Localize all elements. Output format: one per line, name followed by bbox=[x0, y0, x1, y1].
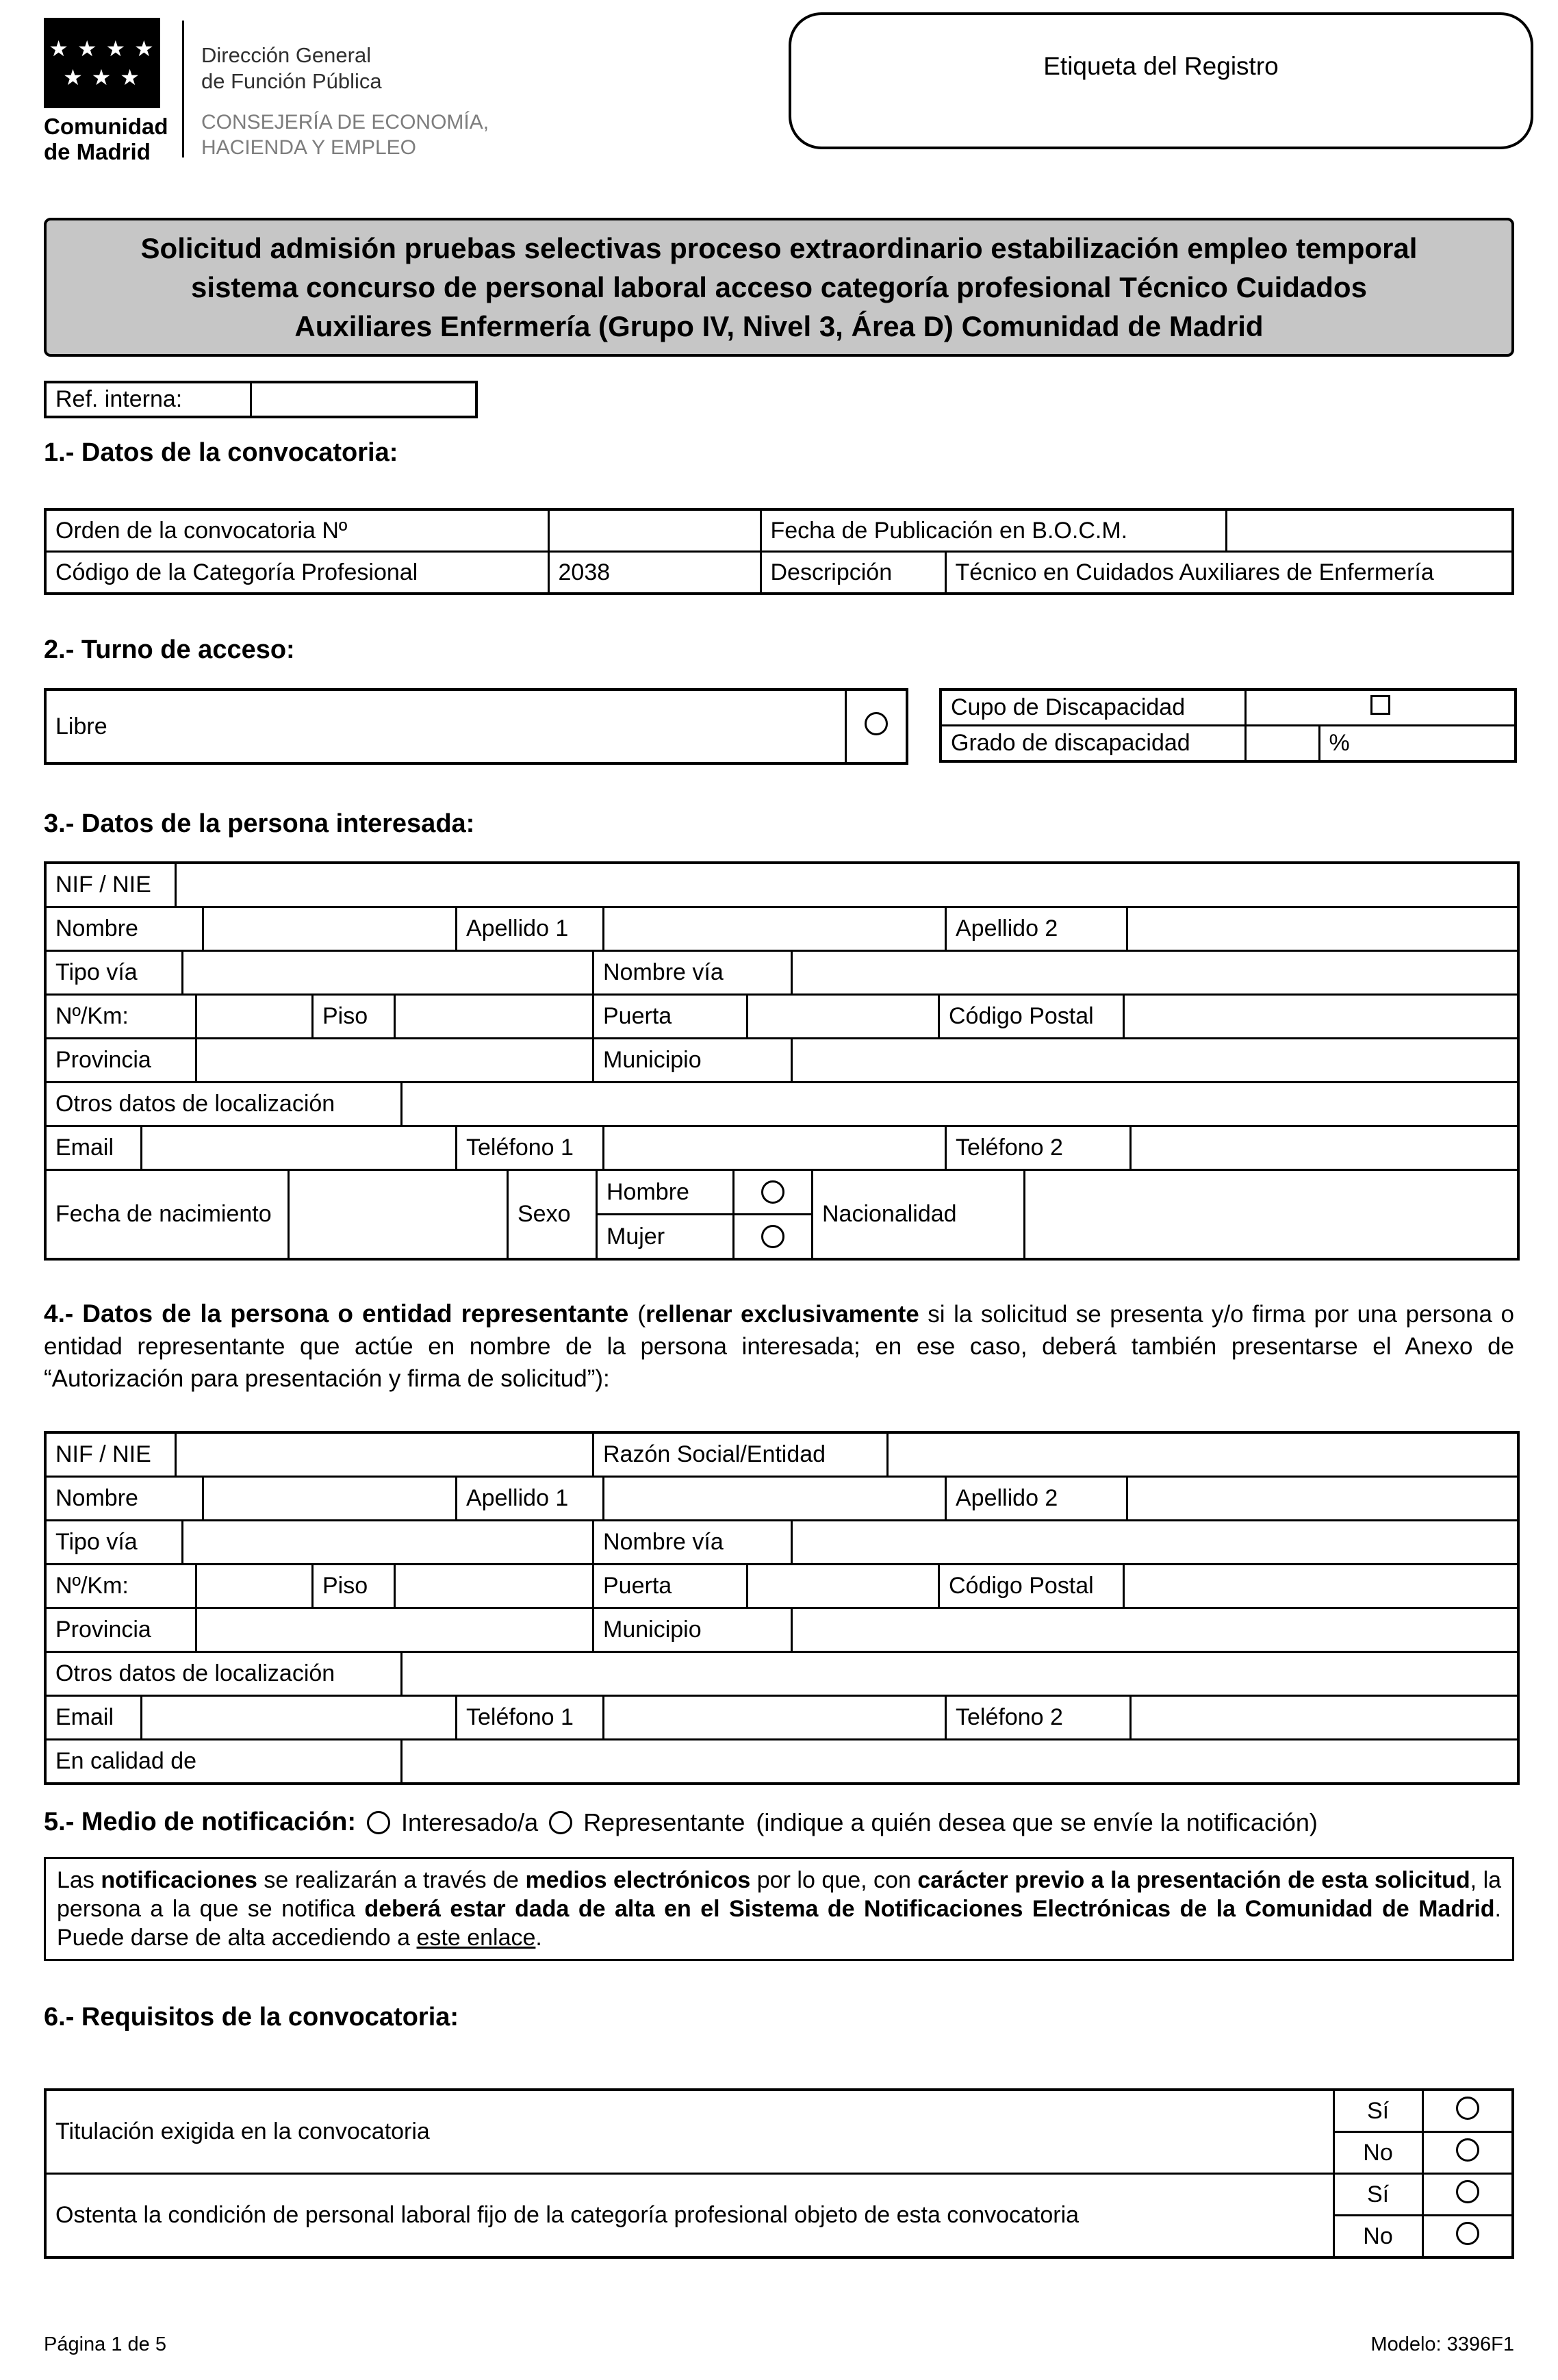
en-calidad-de-label: En calidad de bbox=[47, 1740, 403, 1782]
rep-email-input-cell[interactable] bbox=[142, 1697, 457, 1738]
rep-tipo-via-input-cell[interactable] bbox=[183, 1521, 594, 1563]
num-km-input-cell[interactable] bbox=[197, 996, 314, 1037]
telefono1-label: Teléfono 1 bbox=[457, 1127, 604, 1169]
puerta-input-cell[interactable] bbox=[748, 996, 940, 1037]
piso-label: Piso bbox=[314, 996, 396, 1037]
titulacion-si-radio[interactable] bbox=[1456, 2097, 1479, 2120]
rep-telefono2-label: Teléfono 2 bbox=[947, 1697, 1132, 1738]
rep-codigo-postal-input-cell[interactable] bbox=[1125, 1565, 1517, 1607]
apellido1-input-cell[interactable] bbox=[604, 908, 947, 950]
ref-interna-label: Ref. interna: bbox=[45, 382, 251, 417]
interesado-radio[interactable] bbox=[367, 1811, 390, 1834]
table-row bbox=[45, 509, 1513, 552]
descripcion-label: Descripción bbox=[761, 552, 945, 594]
section4-heading: 4.- Datos de la persona o entidad representante bbox=[44, 1300, 638, 1328]
requisito-titulacion-label: Titulación exigida en la convocatoria bbox=[45, 2090, 1333, 2174]
rep-municipio-input-cell[interactable] bbox=[793, 1609, 1517, 1651]
rep-nombre-label: Nombre bbox=[47, 1478, 204, 1519]
alta-notificaciones-link[interactable]: este enlace bbox=[416, 1925, 536, 1951]
turno-libre-box bbox=[44, 688, 908, 765]
titulacion-no-radio-cell[interactable] bbox=[1422, 2132, 1513, 2174]
rep-num-km-input-cell[interactable] bbox=[197, 1565, 314, 1607]
razon-social-input-cell[interactable] bbox=[889, 1434, 1517, 1476]
hombre-radio[interactable] bbox=[761, 1180, 784, 1204]
titulacion-no-label: No bbox=[1333, 2132, 1422, 2174]
notice-segment: . Puede darse de alta accediendo a bbox=[57, 1896, 1501, 1951]
laboral-fijo-si-radio[interactable] bbox=[1456, 2180, 1479, 2203]
notice-segment: , la persona a la que se notifica bbox=[57, 1867, 1502, 1922]
fecha-publicacion-input-cell[interactable] bbox=[1226, 509, 1513, 552]
sexo-options bbox=[598, 1171, 813, 1258]
mujer-radio-cell[interactable] bbox=[735, 1215, 811, 1258]
notice-segment: por lo que, con bbox=[750, 1867, 918, 1893]
rep-piso-label: Piso bbox=[314, 1565, 396, 1607]
laboral-fijo-no-radio-cell[interactable] bbox=[1422, 2216, 1513, 2258]
cupo-discapacidad-checkbox-cell[interactable] bbox=[1245, 689, 1516, 726]
section4-intro-segment: ( bbox=[637, 1301, 646, 1328]
org-name bbox=[201, 42, 382, 94]
mujer-label: Mujer bbox=[598, 1215, 735, 1258]
table-row bbox=[47, 1476, 1517, 1519]
table-row bbox=[47, 950, 1517, 993]
rep-telefono1-input-cell[interactable] bbox=[604, 1697, 947, 1738]
cupo-discapacidad-checkbox[interactable] bbox=[1370, 695, 1390, 715]
registry-label: Etiqueta del Registro bbox=[1043, 52, 1279, 80]
otros-datos-input-cell[interactable] bbox=[403, 1083, 1517, 1125]
form-title-line: Auxiliares Enfermería (Grupo IV, Nivel 3, Área D) Comunidad de Madrid bbox=[294, 310, 1264, 342]
representante-option-label: Representante bbox=[583, 1808, 745, 1836]
department-name-line: CONSEJERÍA DE ECONOMÍA, bbox=[201, 111, 489, 134]
requisito-laboral-fijo-label: Ostenta la condición de personal laboral fijo de la categoría profesional objeto de esta convocatoria bbox=[45, 2174, 1333, 2258]
municipio-label: Municipio bbox=[594, 1039, 793, 1081]
representante-radio[interactable] bbox=[549, 1811, 572, 1834]
section1-heading: 1.- Datos de la convocatoria: bbox=[44, 438, 398, 467]
section5-heading: 5.- Medio de notificación: bbox=[44, 1808, 357, 1836]
libre-radio[interactable] bbox=[865, 712, 888, 735]
rep-email-label: Email bbox=[47, 1697, 142, 1738]
persona-interesada-table bbox=[44, 861, 1520, 1261]
fecha-nacimiento-input-cell[interactable] bbox=[290, 1171, 509, 1258]
hombre-label: Hombre bbox=[598, 1171, 735, 1213]
table-row bbox=[47, 1125, 1517, 1169]
form-title bbox=[44, 218, 1514, 357]
section2-heading: 2.- Turno de acceso: bbox=[44, 635, 295, 664]
nacionalidad-input-cell[interactable] bbox=[1025, 1171, 1517, 1258]
email-label: Email bbox=[47, 1127, 142, 1169]
provincia-input-cell[interactable] bbox=[197, 1039, 594, 1081]
fecha-publicacion-label: Fecha de Publicación en B.O.C.M. bbox=[761, 509, 1226, 552]
table-row bbox=[941, 689, 1516, 726]
discapacidad-table bbox=[939, 688, 1517, 763]
flag-stars-row: ★ ★ ★ bbox=[63, 65, 141, 90]
municipio-input-cell[interactable] bbox=[793, 1039, 1517, 1081]
laboral-fijo-si-radio-cell[interactable] bbox=[1422, 2174, 1513, 2216]
sexo-label: Sexo bbox=[509, 1171, 598, 1258]
notice-segment: carácter previo a la presentación de esta solicitud bbox=[917, 1867, 1470, 1893]
notice-segment: deberá estar dada de alta en el Sistema de Notificaciones Electrónicas de la Comunidad de Madrid bbox=[364, 1896, 1495, 1922]
section4-intro-segment: si la solicitud se presenta y/o firma por una persona o entidad representante que actúe en nombre de la persona interesada; en ese caso, deberá también presentarse el Anexo de “Autorización para presentación y firma de solicitud”): bbox=[44, 1301, 1514, 1392]
turno-libre-radio-cell[interactable] bbox=[845, 689, 907, 763]
num-km-label: Nº/Km: bbox=[47, 996, 197, 1037]
titulacion-si-radio-cell[interactable] bbox=[1422, 2090, 1513, 2132]
rep-nif-label: NIF / NIE bbox=[47, 1434, 177, 1476]
otros-datos-label: Otros datos de localización bbox=[47, 1083, 403, 1125]
table-row bbox=[45, 382, 476, 417]
nombre-input-cell[interactable] bbox=[204, 908, 457, 950]
percent-label: % bbox=[1319, 726, 1516, 762]
section5-hint: (indique a quién desea que se envíe la notificación) bbox=[756, 1808, 1318, 1836]
laboral-fijo-no-label: No bbox=[1333, 2216, 1422, 2258]
section3-heading: 3.- Datos de la persona interesada: bbox=[44, 809, 475, 838]
telefono1-input-cell[interactable] bbox=[604, 1127, 947, 1169]
fecha-nacimiento-label: Fecha de nacimiento bbox=[47, 1171, 290, 1258]
codigo-postal-input-cell[interactable] bbox=[1125, 996, 1517, 1037]
turno-libre-label: Libre bbox=[45, 689, 845, 763]
table-row bbox=[47, 993, 1517, 1037]
codigo-categoria-label: Código de la Categoría Profesional bbox=[45, 552, 548, 594]
codigo-postal-label: Código Postal bbox=[940, 996, 1125, 1037]
form-title-line: sistema concurso de personal laboral acceso categoría profesional Técnico Cuidados bbox=[191, 271, 1367, 303]
rep-telefono2-input-cell[interactable] bbox=[1132, 1697, 1517, 1738]
madrid-flag-icon bbox=[44, 18, 160, 108]
notification-notice-box bbox=[44, 1857, 1514, 1961]
interesado-option-label: Interesado/a bbox=[401, 1808, 539, 1836]
rep-nombre-via-label: Nombre vía bbox=[594, 1521, 793, 1563]
table-row bbox=[47, 1607, 1517, 1651]
logo-region-line: de Madrid bbox=[44, 139, 151, 164]
form-title-line: Solicitud admisión pruebas selectivas proceso extraordinario estabilización empleo temporal bbox=[140, 232, 1418, 264]
rep-apellido2-label: Apellido 2 bbox=[947, 1478, 1128, 1519]
rep-puerta-label: Puerta bbox=[594, 1565, 748, 1607]
section5-heading-row bbox=[44, 1808, 1318, 1837]
table-row bbox=[47, 1738, 1517, 1782]
rep-tipo-via-label: Tipo vía bbox=[47, 1521, 183, 1563]
telefono2-input-cell[interactable] bbox=[1132, 1127, 1517, 1169]
flag-stars-row: ★ ★ ★ ★ bbox=[49, 36, 155, 61]
grado-discapacidad-label: Grado de discapacidad bbox=[941, 726, 1245, 762]
puerta-label: Puerta bbox=[594, 996, 748, 1037]
orden-convocatoria-input-cell[interactable] bbox=[548, 509, 761, 552]
requisitos-table bbox=[44, 2088, 1514, 2259]
table-row bbox=[47, 1519, 1517, 1563]
nif-input-cell[interactable] bbox=[177, 864, 1517, 906]
table-row bbox=[47, 1037, 1517, 1081]
ref-interna-box bbox=[44, 381, 478, 418]
titulacion-si-label: Sí bbox=[1333, 2090, 1422, 2132]
rep-otros-datos-label: Otros datos de localización bbox=[47, 1653, 403, 1695]
notice-segment: . bbox=[535, 1925, 542, 1951]
laboral-fijo-no-radio[interactable] bbox=[1456, 2222, 1479, 2245]
table-row bbox=[47, 1651, 1517, 1695]
department-name-line: HACIENDA Y EMPLEO bbox=[201, 136, 417, 159]
rep-num-km-label: Nº/Km: bbox=[47, 1565, 197, 1607]
nombre-label: Nombre bbox=[47, 908, 204, 950]
madrid-logo bbox=[44, 18, 168, 164]
grado-discapacidad-input-cell[interactable] bbox=[1245, 726, 1319, 762]
representante-table bbox=[44, 1431, 1520, 1785]
tipo-via-input-cell[interactable] bbox=[183, 952, 594, 993]
razon-social-label: Razón Social/Entidad bbox=[594, 1434, 889, 1476]
section4-intro bbox=[44, 1297, 1514, 1395]
rep-apellido1-input-cell[interactable] bbox=[604, 1478, 947, 1519]
rep-telefono1-label: Teléfono 1 bbox=[457, 1697, 604, 1738]
table-row bbox=[45, 2090, 1513, 2132]
notice-segment: Las bbox=[57, 1867, 101, 1893]
table-row bbox=[598, 1213, 811, 1258]
section4-intro-segment: rellenar exclusivamente bbox=[646, 1301, 919, 1328]
notice-segment: medios electrónicos bbox=[525, 1867, 751, 1893]
rep-piso-input-cell[interactable] bbox=[396, 1565, 594, 1607]
rep-nif-input-cell[interactable] bbox=[177, 1434, 594, 1476]
table-row bbox=[47, 1563, 1517, 1607]
piso-input-cell[interactable] bbox=[396, 996, 594, 1037]
rep-otros-datos-input-cell[interactable] bbox=[403, 1653, 1517, 1695]
registry-label-box bbox=[789, 12, 1533, 149]
table-row bbox=[598, 1171, 811, 1213]
telefono2-label: Teléfono 2 bbox=[947, 1127, 1132, 1169]
rep-provincia-label: Provincia bbox=[47, 1609, 197, 1651]
ref-interna-input-cell[interactable] bbox=[251, 382, 476, 417]
apellido1-label: Apellido 1 bbox=[457, 908, 604, 950]
table-row bbox=[47, 1695, 1517, 1738]
table-row bbox=[47, 1081, 1517, 1125]
notice-segment: se realizarán a través de bbox=[257, 1867, 526, 1893]
org-name-line: Dirección General bbox=[201, 43, 372, 67]
titulacion-no-radio[interactable] bbox=[1456, 2138, 1479, 2162]
tipo-via-label: Tipo vía bbox=[47, 952, 183, 993]
rep-codigo-postal-label: Código Postal bbox=[940, 1565, 1125, 1607]
nacionalidad-label: Nacionalidad bbox=[813, 1171, 1025, 1258]
codigo-categoria-value: 2038 bbox=[548, 552, 761, 594]
rep-nombre-via-input-cell[interactable] bbox=[793, 1521, 1517, 1563]
nombre-via-input-cell[interactable] bbox=[793, 952, 1517, 993]
rep-apellido1-label: Apellido 1 bbox=[457, 1478, 604, 1519]
cupo-discapacidad-label: Cupo de Discapacidad bbox=[941, 689, 1245, 726]
table-row bbox=[47, 1434, 1517, 1476]
table-row bbox=[45, 552, 1513, 594]
convocatoria-table bbox=[44, 508, 1514, 595]
logo-region-name bbox=[44, 114, 168, 164]
header-divider bbox=[182, 21, 184, 157]
en-calidad-de-input-cell[interactable] bbox=[403, 1740, 1517, 1782]
rep-puerta-input-cell[interactable] bbox=[748, 1565, 940, 1607]
email-input-cell[interactable] bbox=[142, 1127, 457, 1169]
rep-apellido2-input-cell[interactable] bbox=[1128, 1478, 1517, 1519]
nombre-via-label: Nombre vía bbox=[594, 952, 793, 993]
rep-nombre-input-cell[interactable] bbox=[204, 1478, 457, 1519]
laboral-fijo-si-label: Sí bbox=[1333, 2174, 1422, 2216]
provincia-label: Provincia bbox=[47, 1039, 197, 1081]
table-row bbox=[941, 726, 1516, 762]
apellido2-input-cell[interactable] bbox=[1128, 908, 1517, 950]
table-row bbox=[45, 689, 907, 763]
table-row bbox=[47, 1169, 1517, 1258]
footer-model-number: Modelo: 3396F1 bbox=[1370, 2333, 1514, 2355]
mujer-radio[interactable] bbox=[761, 1225, 784, 1248]
orden-convocatoria-label: Orden de la convocatoria Nº bbox=[45, 509, 548, 552]
hombre-radio-cell[interactable] bbox=[735, 1171, 811, 1213]
table-row bbox=[45, 2174, 1513, 2216]
notice-segment: notificaciones bbox=[101, 1867, 257, 1893]
table-row bbox=[47, 906, 1517, 950]
descripcion-value: Técnico en Cuidados Auxiliares de Enfermería bbox=[945, 552, 1513, 594]
rep-municipio-label: Municipio bbox=[594, 1609, 793, 1651]
nif-label: NIF / NIE bbox=[47, 864, 177, 906]
footer-page-number: Página 1 de 5 bbox=[44, 2333, 166, 2355]
org-name-line: de Función Pública bbox=[201, 69, 382, 93]
section6-heading: 6.- Requisitos de la convocatoria: bbox=[44, 2003, 459, 2031]
rep-provincia-input-cell[interactable] bbox=[197, 1609, 594, 1651]
apellido2-label: Apellido 2 bbox=[947, 908, 1128, 950]
table-row bbox=[47, 864, 1517, 906]
logo-region-line: Comunidad bbox=[44, 114, 168, 139]
department-name bbox=[201, 110, 489, 160]
